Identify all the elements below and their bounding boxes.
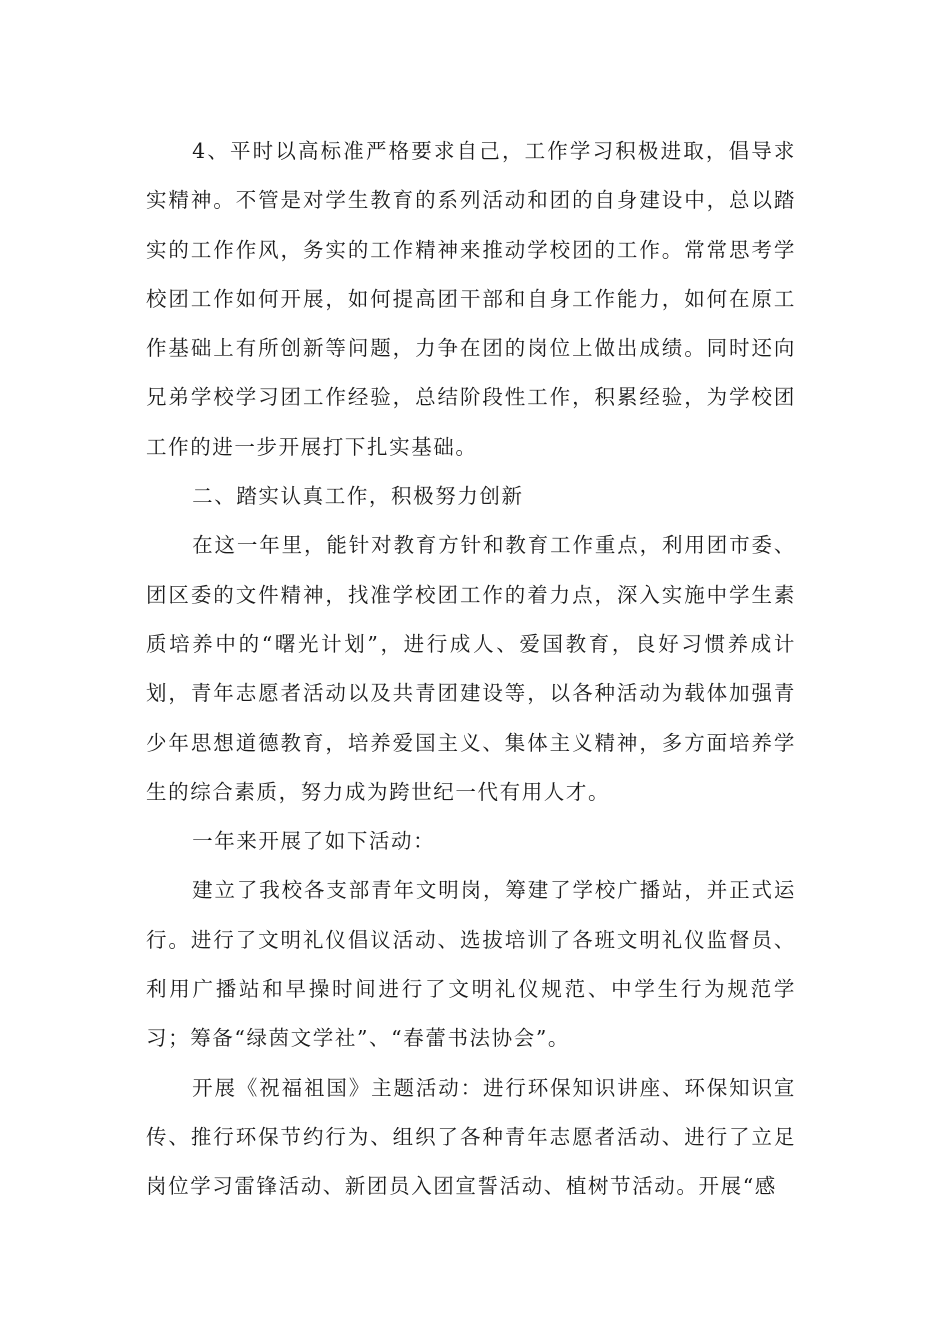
paragraph-bless-motherland-activities: 开展《祝福祖国》主题活动：进行环保知识讲座、环保知识宣传、推行环保节约行为、组织了各种青年志愿者活动、进行了立足岗位学习雷锋活动、新团员入团宣誓活动、植树节活动。开展“感 (146, 1075, 796, 1199)
document-body (146, 127, 796, 1212)
paragraph-activities-intro: 一年来开展了如下活动： (192, 829, 436, 854)
paragraph-item-1-discipline: 4、平时以高标准严格要求自己，工作学习积极进取，倡导求实精神。不管是对学生教育的系列活动和团的自身建设中，总以踏实的工作作风，务实的工作精神来推动学校团的工作。常常思考学校团工作如何开展，如何提高团干部和自身工作能力，如何在原工作基础上有所创新等问题，力争在团的岗位上做出成绩。同时还向兄弟学校学习团工作经验，总结阶段性工作，积累经验，为学校团工作的进一步开展打下扎实基础。 (146, 139, 796, 459)
section-heading-two: 二、踏实认真工作，积极努力创新 (192, 484, 524, 509)
paragraph-year-overview: 在这一年里，能针对教育方针和教育工作重点，利用团市委、团区委的文件精神，找准学校团工作的着力点，深入实施中学生素质培养中的“曙光计划”，进行成人、爱国教育，良好习惯养成计划，青年志愿者活动以及共青团建设等，以各种活动为载体加强青少年思想道德教育，培养爱国主义、集体主义精神，多方面培养学生的综合素质，努力成为跨世纪一代有用人才。 (146, 533, 796, 804)
paragraph-civility-activities: 建立了我校各支部青年文明岗，筹建了学校广播站，并正式运行。进行了文明礼仪倡议活动、选拔培训了各班文明礼仪监督员、利用广播站和早操时间进行了文明礼仪规范、中学生行为规范学习；筹备“绿茵文学社”、“春蕾书法协会”。 (146, 878, 796, 1051)
